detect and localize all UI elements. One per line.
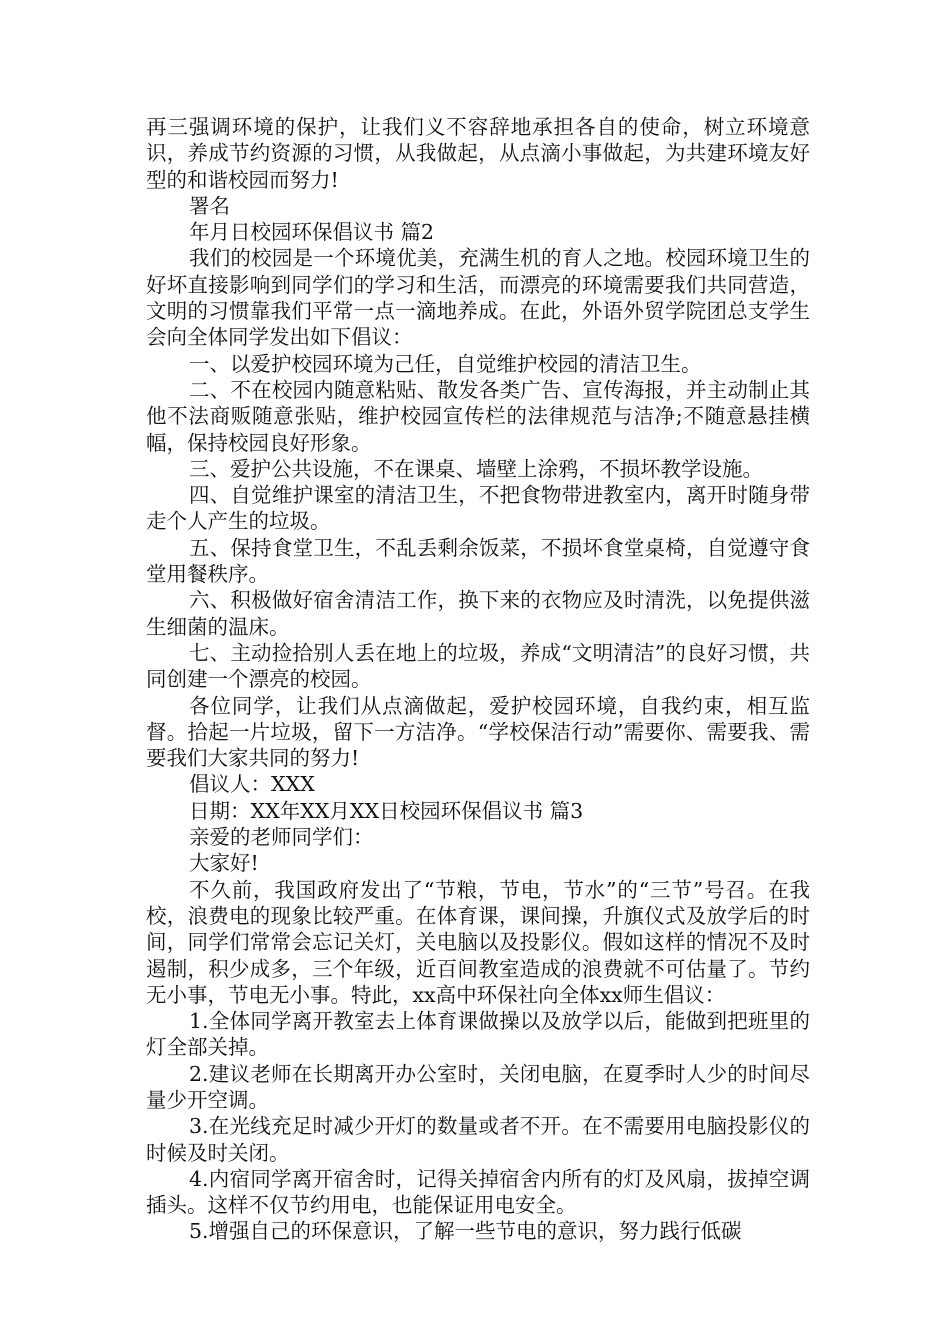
paragraph-proposal-1: 1.全体同学离开教室去上体育课做操以及放学以后，能做到把班里的灯全部关掉。 — [146, 1009, 810, 1060]
paragraph-item-5: 五、保持食堂卫生，不乱丢剩余饭菜，不损坏食堂桌椅，自觉遵守食堂用餐秩序。 — [146, 535, 810, 587]
paragraph-proposal-5: 5.增强自己的环保意识，了解一些节电的意识，努力践行低碳 — [189, 1219, 742, 1244]
paragraph-section-2-intro: 我们的校园是一个环境优美，充满生机的育人之地。校园环境卫生的好坏直接影响到同学们的学习和生活，而漂亮的环境需要我们共同营造，文明的习惯靠我们平常一点一滴地养成。在此，外语外贸学院团总支学生会向全体同学发出如下倡议： — [146, 246, 810, 350]
paragraph-proposal-3: 3.在光线充足时减少开灯的数量或者不开。在不需要用电脑投影仪的时候及时关闭。 — [146, 1114, 810, 1165]
paragraph-item-7: 七、主动捡拾别人丢在地上的垃圾，养成“文明清洁”的良好习惯，共同创建一个漂亮的校园。 — [146, 640, 810, 692]
paragraph-section-3-intro: 不久前，我国政府发出了“节粮，节电，节水”的“三节”号召。在我校，浪费电的现象比较严重。在体育课，课间操，升旗仪式及放学后的时间，同学们常常会忘记关灯，关电脑以及投影仪。假如这样的情况不及时遏制，积少成多，三个年级，近百间教室造成的浪费就不可估量了。节约无小事，节电无小事。特此，xx高中环保社向全体xx师生倡议： — [146, 877, 810, 1007]
paragraph-proposal-4: 4.内宿同学离开宿舍时，记得关掉宿舍内所有的灯及风扇，拔掉空调插头。这样不仅节约用电，也能保证用电安全。 — [146, 1166, 810, 1218]
paragraph-proposal-2: 2.建议老师在长期离开办公室时，关闭电脑，在夏季时人少的时间尽量少开空调。 — [146, 1061, 810, 1112]
paragraph-item-3: 三、爱护公共设施，不在课桌、墙壁上涂鸦，不损坏教学设施。 — [189, 456, 763, 481]
paragraph-appeal: 各位同学，让我们从点滴做起，爱护校园环境，自我约束，相互监督。拾起一片垃圾，留下一方洁净。“学校保洁行动”需要你、需要我、需要我们大家共同的努力! — [146, 693, 810, 771]
paragraph-salutation: 亲爱的老师同学们： — [189, 825, 374, 850]
paragraph-item-4: 四、自觉维护课室的清洁卫生，不把食物带进教室内，离开时随身带走个人产生的垃圾。 — [146, 483, 810, 534]
paragraph-date-section-3-heading: 日期：XX年XX月XX日校园环保倡议书 篇3 — [189, 798, 584, 823]
paragraph-intro-closing: 再三强调环境的保护，让我们义不容辞地承担各自的使命，树立环境意识，养成节约资源的习惯，从我做起，从点滴小事做起，为共建环境友好型的和谐校园而努力! — [146, 115, 810, 192]
paragraph-item-2: 二、不在校园内随意粘贴、散发各类广告、宣传海报，并主动制止其他不法商贩随意张贴，维护校园宣传栏的法律规范与洁净;不随意悬挂横幅，保持校园良好形象。 — [146, 377, 810, 455]
paragraph-section-2-heading: 年月日校园环保倡议书 篇2 — [189, 220, 435, 245]
paragraph-item-6: 六、积极做好宿舍清洁工作，换下来的衣物应及时清洗，以免提供滋生细菌的温床。 — [146, 588, 810, 639]
document-page — [146, 114, 810, 1245]
paragraph-greeting: 大家好! — [189, 851, 259, 876]
paragraph-signature: 署名 — [189, 193, 230, 218]
paragraph-initiator: 倡议人：XXX — [189, 772, 315, 797]
paragraph-item-1: 一、以爱护校园环境为己任，自觉维护校园的清洁卫生。 — [189, 351, 702, 376]
